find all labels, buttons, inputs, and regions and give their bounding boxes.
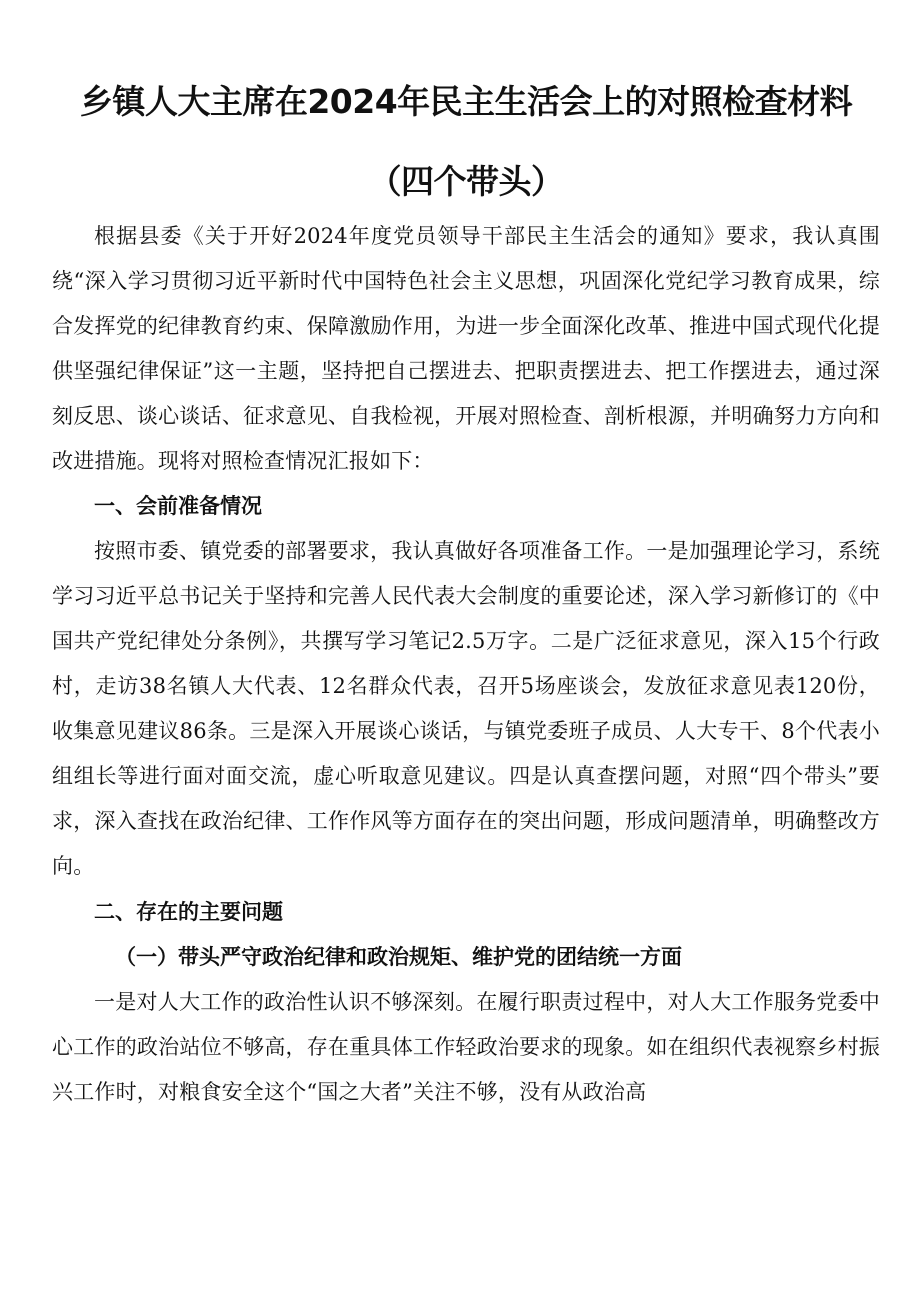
document-subtitle: （四个带头） bbox=[368, 162, 564, 201]
problem-paragraph: 一是对人大工作的政治性认识不够深刻。在履行职责过程中，对人大工作服务党委中心工作的政治站位不够高，存在重具体工作轻政治要求的现象。如在组织代表视察乡村振兴工作时，对粮食安全这个“国之大者”关注不够，没有从政治高 bbox=[52, 990, 880, 1104]
section-heading-problems: 二、存在的主要问题 bbox=[94, 900, 283, 924]
preparation-paragraph: 按照市委、镇党委的部署要求，我认真做好各项准备工作。一是加强理论学习，系统学习习近平总书记关于坚持和完善人民代表大会制度的重要论述，深入学习新修订的《中国共产党纪律处分条例》，共撰写学习笔记2.5万字。二是广泛征求意见，深入15个行政村，走访38名镇人大代表、12名群众代表，召开5场座谈会，发放征求意见表120份，收集意见建议86条。三是深入开展谈心谈话，与镇党委班子成员、人大专干、8个代表小组组长等进行面对面交流，虚心听取意见建议。四是认真查摆问题，对照“四个带头”要求，深入查找在政治纪律、工作作风等方面存在的突出问题，形成问题清单，明确整改方向。 bbox=[52, 539, 880, 878]
document-body bbox=[52, 214, 880, 1115]
intro-paragraph: 根据县委《关于开好2024年度党员领导干部民主生活会的通知》要求，我认真围绕“深入学习贯彻习近平新时代中国特色社会主义思想，巩固深化党纪学习教育成果，综合发挥党的纪律教育约束、保障激励作用，为进一步全面深化改革、推进中国式现代化提供坚强纪律保证”这一主题，坚持把自己摆进去、把职责摆进去、把工作摆进去，通过深刻反思、谈心谈话、征求意见、自我检视，开展对照检查、剖析根源，并明确努力方向和改进措施。现将对照检查情况汇报如下： bbox=[52, 224, 880, 473]
section-heading-preparation: 一、会前准备情况 bbox=[94, 494, 262, 518]
subsection-heading-political-discipline: （一）带头严守政治纪律和政治规矩、维护党的团结统一方面 bbox=[115, 945, 682, 969]
document-title: 乡镇人大主席在2024年民主生活会上的对照检查材料 bbox=[79, 82, 853, 121]
